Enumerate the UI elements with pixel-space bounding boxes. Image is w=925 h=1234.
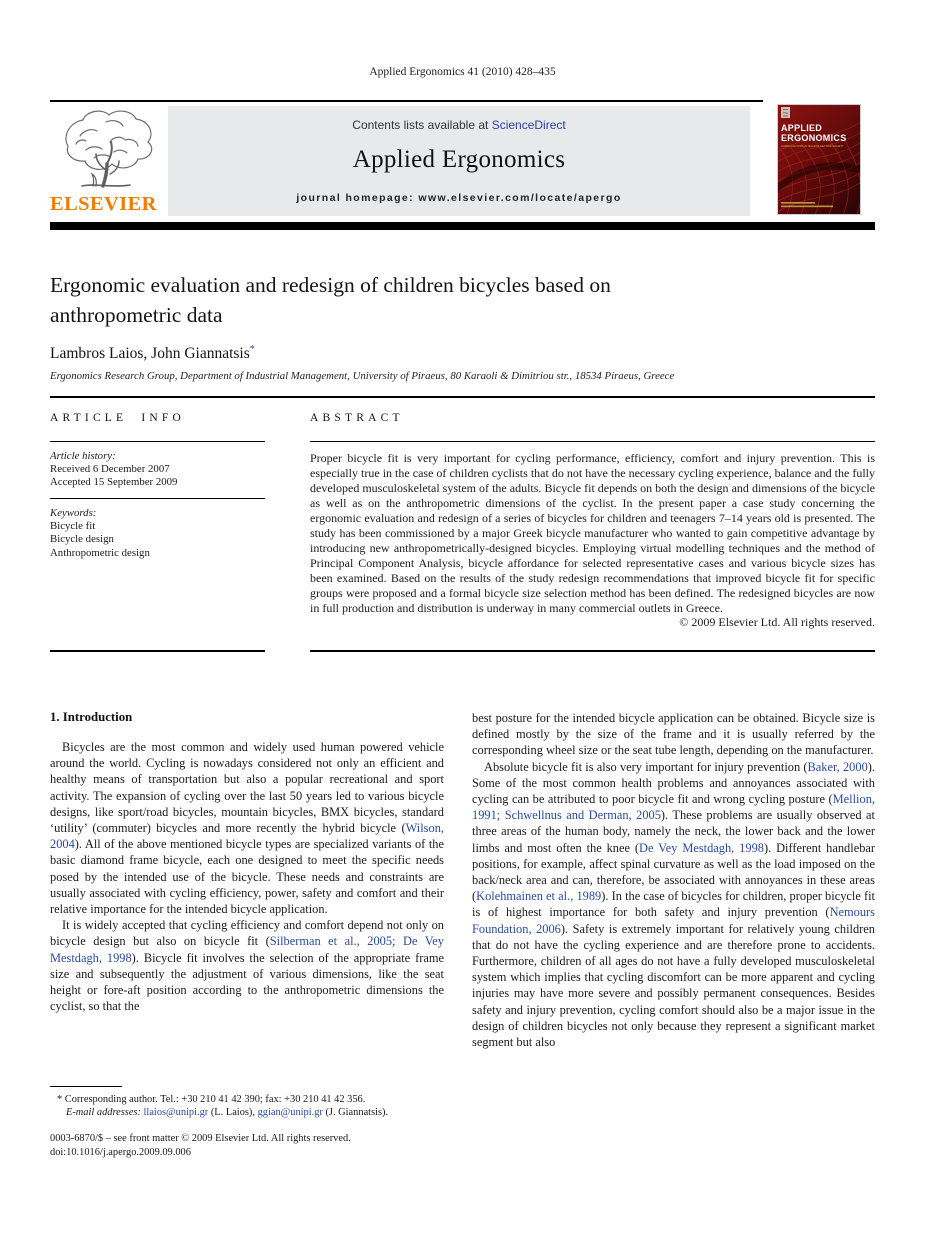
elsevier-tree-icon xyxy=(50,106,164,190)
footnote xyxy=(50,1093,450,1119)
text-segment: (J. Giannatsis). xyxy=(322,1107,389,1118)
rule xyxy=(50,650,265,652)
keyword: Bicycle fit xyxy=(50,520,96,533)
email-addresses-note xyxy=(50,1106,450,1119)
journal-banner xyxy=(168,106,750,216)
doi-line[interactable]: doi:10.1016/j.apergo.2009.09.006 xyxy=(50,1146,191,1158)
keywords-label: Keywords: xyxy=(50,507,97,519)
abstract-copyright: © 2009 Elsevier Ltd. All rights reserved. xyxy=(679,615,875,630)
text-segment: ). All of the above mentioned bicycle types are specialized variants of the basic diamond frame bicycle, each one designed to meet the specific needs posed by the intended use of the bicycle. These needs and constraints are usually associated with cycling efficiency, power, safety and comfort and their relative importance for the intended bicycle application. xyxy=(50,837,444,917)
article-info-heading: ARTICLE INFO xyxy=(50,412,185,424)
keywords-block xyxy=(50,507,265,560)
cover-subtitle: HUMAN FACTORS IN TECHNOLOGY AND SOCIETY xyxy=(781,145,844,148)
body-paragraph xyxy=(472,759,875,1051)
citation-link[interactable]: Kolehmainen et al., 1989 xyxy=(476,889,602,904)
body-column-left xyxy=(50,739,444,1014)
accepted-date: Accepted 15 September 2009 xyxy=(50,476,178,489)
body-paragraph xyxy=(50,739,444,917)
history-label: Article history: xyxy=(50,450,116,462)
contents-line xyxy=(168,118,750,132)
journal-reference: Applied Ergonomics 41 (2010) 428–435 xyxy=(369,66,556,78)
cover-title-line2: ERGONOMICS xyxy=(781,133,847,143)
cover-footer-text-line xyxy=(781,206,833,208)
author-names: Lambros Laios, John Giannatsis xyxy=(50,345,250,363)
elsevier-wordmark: ELSEVIER xyxy=(50,193,157,215)
cover-footer-text-line xyxy=(781,202,815,204)
citation-link[interactable]: llaios@unipi.gr xyxy=(143,1107,209,1118)
journal-homepage-link[interactable]: journal homepage: www.elsevier.com/locate/apergo xyxy=(296,192,622,204)
text-segment: ). Different handlebar positions, for example, affect spinal curvature as well as the load imposed on the back/neck area and can, therefore, be associated with annoyances in these areas ( xyxy=(472,840,876,904)
footnote-rule xyxy=(50,1086,122,1087)
affiliation: Ergonomics Research Group, Department of Industrial Management, University of Piraeus, 80 Karaoli & Dimitriou str., 18534 Piraeus, Greece xyxy=(50,370,675,382)
rule xyxy=(310,441,875,442)
citation-link[interactable]: Nemours Foundation, 2006 xyxy=(472,905,875,936)
abstract-heading: ABSTRACT xyxy=(310,412,404,424)
text-segment: ). Some of the most common health problems and annoyances associated with cycling can be attributed to poor bicycle fit and wrong cycling posture ( xyxy=(472,759,875,807)
text-segment: (L. Laios), xyxy=(208,1107,258,1118)
received-date: Received 6 December 2007 xyxy=(50,463,170,476)
contents-prefix: Contents lists available at xyxy=(352,118,492,132)
text-segment: It is widely accepted that cycling efficiency and comfort depend not only on bicycle design but also on bicycle fit ( xyxy=(50,918,444,949)
abstract-text xyxy=(310,451,875,630)
citation-link[interactable]: Wilson, 2004 xyxy=(50,821,444,852)
rule xyxy=(50,441,265,442)
body-column-right xyxy=(472,710,875,1050)
article-title: Ergonomic evaluation and redesign of children bicycles based on anthropometric data xyxy=(50,273,611,327)
keyword: Bicycle design xyxy=(50,533,114,546)
text-segment: ). These problems are usually observed at three areas of the human body, namely the neck, the lower back and the lower limbs and most often the knee ( xyxy=(472,808,876,855)
abstract-body: Proper bicycle fit is very important for cycling performance, efficiency, comfort and injury prevention. This is especially true in the case of children cyclists that do not have the necessary cycling experience, balance and the fully developed musculoskeletal system of the adults. Bicycle fit depends on both the design and dimensions of the bicycle as well as on the anthropometric dimensions of the cyclist. In the present paper a case study concerning the ergonomic evaluation and redesign of a series of bicycles for children and teenagers 7–14 years old is presented. The study has been commissioned by a major Greek bicycle manufacturer who wanted to gain competitive advantage by introducing new anthropometrically-designed bicycles. Employing virtual modelling techniques and the method of Principal Component Analysis, bicycle affordance for selected representative cases and various bicycle sizes has been examined. Based on the results of the study redesign recommendations that improved bicycle fit for specific groups were proposed and a formal bicycle size selection method has been defined. The redesigned bicycles are now in full production and distribution is underway in many commercial outlets in Greece. xyxy=(310,451,875,615)
body-paragraph xyxy=(472,710,875,759)
issn-line: 0003-6870/$ – see front matter © 2009 Elsevier Ltd. All rights reserved. xyxy=(50,1133,351,1144)
body-paragraph xyxy=(50,917,444,1014)
rule xyxy=(310,650,875,652)
journal-cover-image xyxy=(777,104,861,215)
header-rule xyxy=(50,100,763,102)
text-segment: * Corresponding author. Tel.: +30 210 41 42 390; fax: +30 210 41 42 356. xyxy=(57,1094,366,1105)
section-divider-rule xyxy=(50,396,875,398)
citation-link[interactable]: Mellion, 1991; Schwellnus and Derman, 2005 xyxy=(472,792,875,823)
elsevier-logo xyxy=(50,106,164,216)
journal-name: Applied Ergonomics xyxy=(352,146,566,173)
citation-link[interactable]: De Vey Mestdagh, 1998 xyxy=(639,840,764,855)
corresponding-author-note xyxy=(50,1093,450,1106)
text-segment: ). Safety is extremely important for relatively young children that do not have the cycling experience and are therefore prone to accidents. Furthermore, children of all ages do not have a fully developed musculoskeletal system which implies that cycling discomfort can be more apparent and cycling injuries may have more severe and possibly permanent consequences. Besides safety and injury prevention, cycling comfort should also be a major issue in the design of children bicycles not only because they represent a significant market segment but also xyxy=(472,921,875,1050)
article-history xyxy=(50,450,265,490)
publisher-info xyxy=(50,1132,470,1159)
text-segment: Bicycles are the most common and widely used human powered vehicle around the world. Cycling is nowadays considered not only an efficient and healthy means of transportation but also a popular recreational and sport activity. The expansion of cycling over the last 50 years led to various bicycle designs, like sport/road bicycles, mountain bicycles, BMX bicycles, standard ‘utility’ (commuter) bicycles and more recently the hybrid bicycle ( xyxy=(50,740,444,836)
keyword: Anthropometric design xyxy=(50,546,150,559)
section-heading-introduction: 1. Introduction xyxy=(50,710,133,724)
citation-link[interactable]: ggian@unipi.gr xyxy=(257,1107,323,1118)
corresponding-author-mark[interactable]: * xyxy=(249,344,255,355)
text-segment: best posture for the intended bicycle application can be obtained. Bicycle size is defined mostly by the size of the frame and it is usually referred by the corresponding wheel size or the seat tube length, depending on the manufacturer. xyxy=(472,711,875,758)
text-segment: Absolute bicycle fit is also very important for injury prevention ( xyxy=(484,759,808,774)
cover-background xyxy=(777,104,861,215)
text-segment: E-mail addresses: xyxy=(66,1107,144,1118)
cover-title-line1: APPLIED xyxy=(781,123,823,133)
header-black-bar xyxy=(50,222,875,230)
citation-link[interactable]: Silberman et al., 2005; De Vey Mestdagh, 1998 xyxy=(50,934,444,965)
text-segment: ). In the case of bicycles for children, proper bicycle fit is of highest importance for both safety and injury prevention ( xyxy=(472,889,875,920)
sciencedirect-link[interactable]: ScienceDirect xyxy=(491,118,566,132)
rule xyxy=(50,498,265,499)
text-segment: ). Bicycle fit involves the selection of the appropriate frame size and subsequently the adjustment of various dimensions, like the seat height or fore-aft position according to the anthropometric dimensions the cyclist, so that the xyxy=(50,950,444,1014)
citation-link[interactable]: Baker, 2000 xyxy=(807,759,868,774)
author-line xyxy=(50,344,650,363)
